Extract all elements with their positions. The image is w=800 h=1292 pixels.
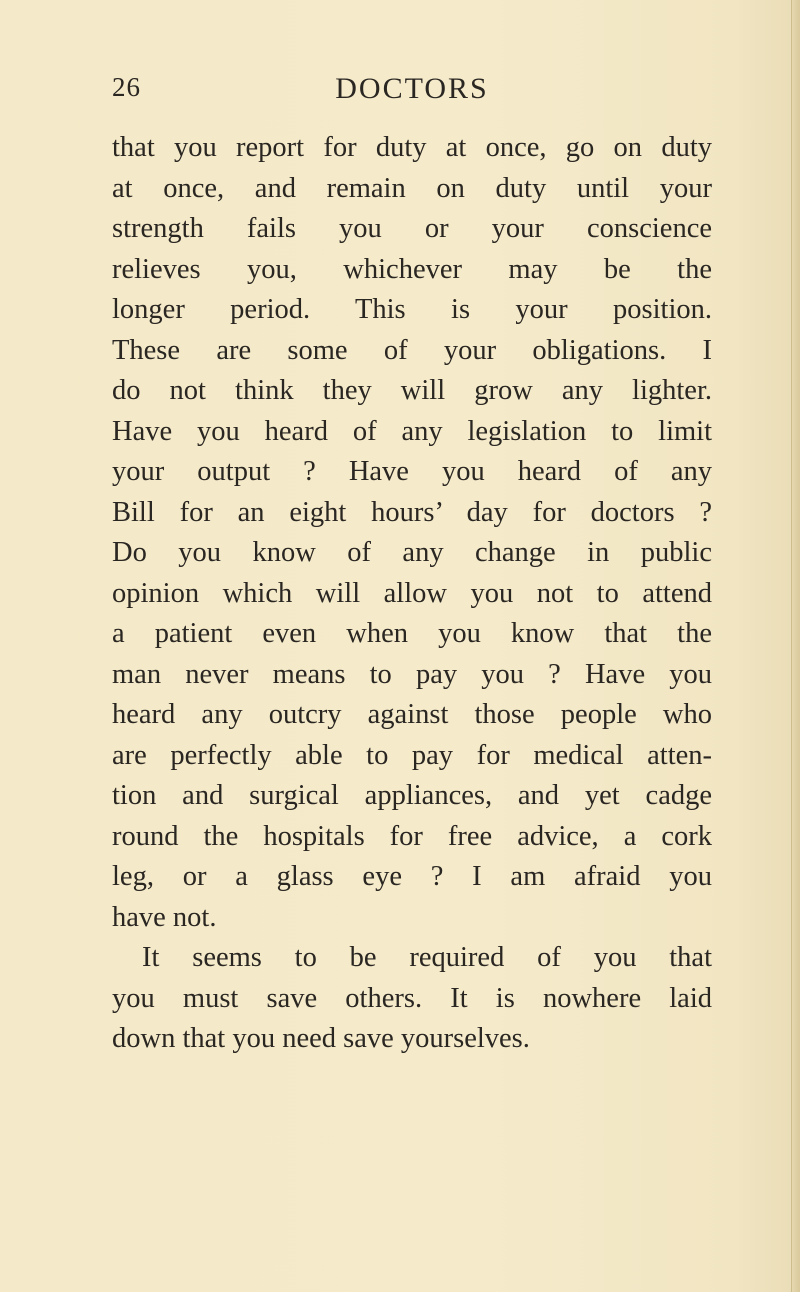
text-line: longer period. This is your position.: [112, 294, 712, 325]
text-line: down that you need save yourselves.: [112, 1023, 530, 1054]
body-text: [112, 128, 712, 1060]
page-number: 26: [112, 72, 141, 102]
text-line: do not think they will grow any lighter.: [112, 375, 712, 406]
text-line: Do you know of any change in public: [112, 537, 712, 568]
text-line: your output ? Have you heard of any: [112, 456, 712, 487]
text-line: These are some of your obligations. I: [112, 334, 712, 366]
text-line: at once, and remain on duty until your: [112, 172, 712, 204]
text-line: strength fails you or your conscience: [112, 213, 712, 244]
text-line: a patient even when you know that the: [112, 618, 712, 649]
paragraph-first-line: It seems to be required of you that: [142, 942, 712, 973]
text-line: that you report for duty at once, go on duty: [112, 132, 712, 163]
text-line: leg, or a glass eye ? I am afraid you: [112, 861, 712, 892]
text-line: are perfectly able to pay for medical atten-: [112, 739, 712, 771]
text-line: have not.: [112, 901, 217, 933]
text-line: opinion which will allow you not to attend: [112, 577, 712, 609]
running-head: DOCTORS: [335, 72, 489, 105]
text-line: heard any outcry against those people who: [112, 699, 712, 730]
text-line: round the hospitals for free advice, a cork: [112, 820, 712, 852]
text-line: relieves you, whichever may be the: [112, 253, 712, 285]
text-line: Bill for an eight hours’ day for doctors ?: [112, 496, 712, 528]
page-header: [112, 72, 712, 112]
page-edge: [791, 0, 800, 1292]
text-line: you must save others. It is nowhere laid: [112, 982, 712, 1014]
text-line: tion and surgical appliances, and yet cadge: [112, 780, 712, 811]
text-line: man never means to pay you ? Have you: [112, 658, 712, 690]
text-line: Have you heard of any legislation to limit: [112, 415, 712, 447]
